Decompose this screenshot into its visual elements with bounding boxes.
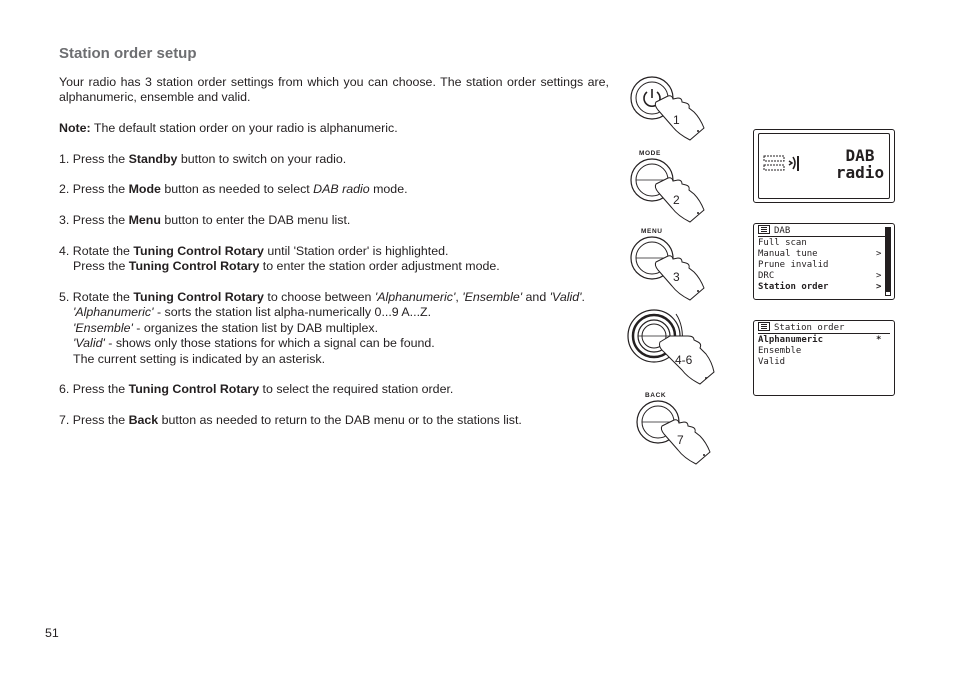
step-4 xyxy=(59,244,448,259)
step-text: mode. xyxy=(369,182,408,196)
step-text: 5. Rotate the xyxy=(59,290,134,304)
step-4-continued xyxy=(73,259,500,274)
note-text: The default station order on your radio is alphanumeric. xyxy=(90,121,398,135)
option-label: 'Ensemble' xyxy=(73,321,133,335)
step-keyword: Back xyxy=(128,413,159,427)
step-text: until 'Station order' is highlighted. xyxy=(263,244,449,258)
step-text: 7. Press the xyxy=(59,413,129,427)
option-alphanumeric xyxy=(73,305,431,320)
step-text: button to enter the DAB menu list. xyxy=(160,213,351,227)
step-text: button as needed to return to the DAB menu or to the stations list. xyxy=(158,413,522,427)
mode-button-label: MODE xyxy=(639,150,661,157)
menu-item-station-order: Station order xyxy=(758,282,829,292)
step-text: to select the required station order. xyxy=(259,382,454,396)
step-text: 4. Rotate the xyxy=(59,244,134,258)
step-keyword: Tuning Control Rotary xyxy=(133,290,264,304)
option-item-valid: Valid xyxy=(758,357,786,367)
menu-item-manual-tune: Manual tune xyxy=(758,249,818,259)
step-emphasis: DAB radio xyxy=(313,182,370,196)
option-item-alphanumeric: Alphanumeric xyxy=(758,335,824,345)
option-text: - organizes the station list by DAB multiplex. xyxy=(132,321,379,335)
step-keyword: Menu xyxy=(128,213,161,227)
menu-button-label: MENU xyxy=(641,228,663,235)
list-icon xyxy=(758,225,770,234)
option-valid xyxy=(73,336,435,351)
page-title: Station order setup xyxy=(59,45,197,62)
step-text: . xyxy=(581,290,585,304)
step-text: 2. Press the xyxy=(59,182,129,196)
step-text: to enter the station order adjustment mode. xyxy=(259,259,500,273)
menu-arrow: > xyxy=(876,249,882,259)
step-keyword: Tuning Control Rotary xyxy=(133,244,264,258)
step-number-7: 7 xyxy=(677,433,684,447)
option-label: 'Alphanumeric' xyxy=(73,305,154,319)
display-line-2: radio xyxy=(835,163,885,182)
option-text: - sorts the station list alpha-numerically 0...9 A...Z. xyxy=(153,305,432,319)
menu-item-prune-invalid: Prune invalid xyxy=(758,260,829,270)
step-text: and xyxy=(522,290,550,304)
step-7 xyxy=(59,413,522,428)
menu-header xyxy=(758,225,890,237)
signal-icon xyxy=(764,154,804,176)
step-number-3: 3 xyxy=(673,270,680,284)
step-2 xyxy=(59,182,408,197)
dab-radio-display xyxy=(753,129,895,203)
station-order-display xyxy=(753,320,895,396)
step-number-4-6: 4-6 xyxy=(675,353,693,367)
step-5 xyxy=(59,290,585,305)
option-text: - shows only those stations for which a signal can be found. xyxy=(104,336,435,350)
tuning-rotary-illustration xyxy=(626,306,721,388)
menu-header-label: Station order xyxy=(774,323,845,333)
step-keyword: Tuning Control Rotary xyxy=(128,382,260,396)
hand-pointer-icon xyxy=(661,420,710,464)
step-text: 3. Press the xyxy=(59,213,129,227)
note-label: Note: xyxy=(59,121,91,135)
option-item-ensemble: Ensemble xyxy=(758,346,802,356)
option-label: 'Valid' xyxy=(73,336,105,350)
step-text: , xyxy=(455,290,463,304)
back-button-label: BACK xyxy=(645,392,667,399)
step-keyword: Standby xyxy=(128,152,178,166)
menu-header xyxy=(758,322,890,334)
step-1 xyxy=(59,152,346,167)
list-icon xyxy=(758,322,770,331)
step-text: 6. Press the xyxy=(59,382,129,396)
page-number: 51 xyxy=(45,626,59,640)
display-line-1: DAB xyxy=(845,146,875,165)
menu-arrow: > xyxy=(876,282,882,292)
step-text: 1. Press the xyxy=(59,152,129,166)
step-number-2: 2 xyxy=(673,193,680,207)
current-setting-note: The current setting is indicated by an asterisk. xyxy=(73,352,326,366)
standby-button-illustration xyxy=(628,76,713,146)
dab-radio-text xyxy=(830,147,890,181)
step-3 xyxy=(59,213,350,228)
step-text: Press the xyxy=(73,259,129,273)
selected-asterisk: * xyxy=(876,335,882,345)
step-number-1: 1 xyxy=(673,113,680,127)
step-text: to choose between xyxy=(263,290,375,304)
option-ensemble xyxy=(73,321,378,336)
menu-item-drc: DRC xyxy=(758,271,775,281)
step-text: button as needed to select xyxy=(160,182,314,196)
step-6 xyxy=(59,382,453,397)
step-text: button to switch on your radio. xyxy=(177,152,347,166)
menu-arrow: > xyxy=(876,271,882,281)
note-paragraph xyxy=(59,121,398,136)
scrollbar-thumb xyxy=(886,228,890,292)
step-emphasis: 'Alphanumeric' xyxy=(374,290,456,304)
step-emphasis: 'Ensemble' xyxy=(462,290,523,304)
menu-header-label: DAB xyxy=(774,226,791,236)
step-emphasis: 'Valid' xyxy=(549,290,582,304)
menu-item-full-scan: Full scan xyxy=(758,238,807,248)
step-keyword: Tuning Control Rotary xyxy=(128,259,260,273)
dab-menu-display xyxy=(753,223,895,300)
intro-paragraph: Your radio has 3 station order settings from which you can choose. The station order settings are, alphanumeric, ensemble and valid. xyxy=(59,75,609,105)
step-keyword: Mode xyxy=(128,182,161,196)
